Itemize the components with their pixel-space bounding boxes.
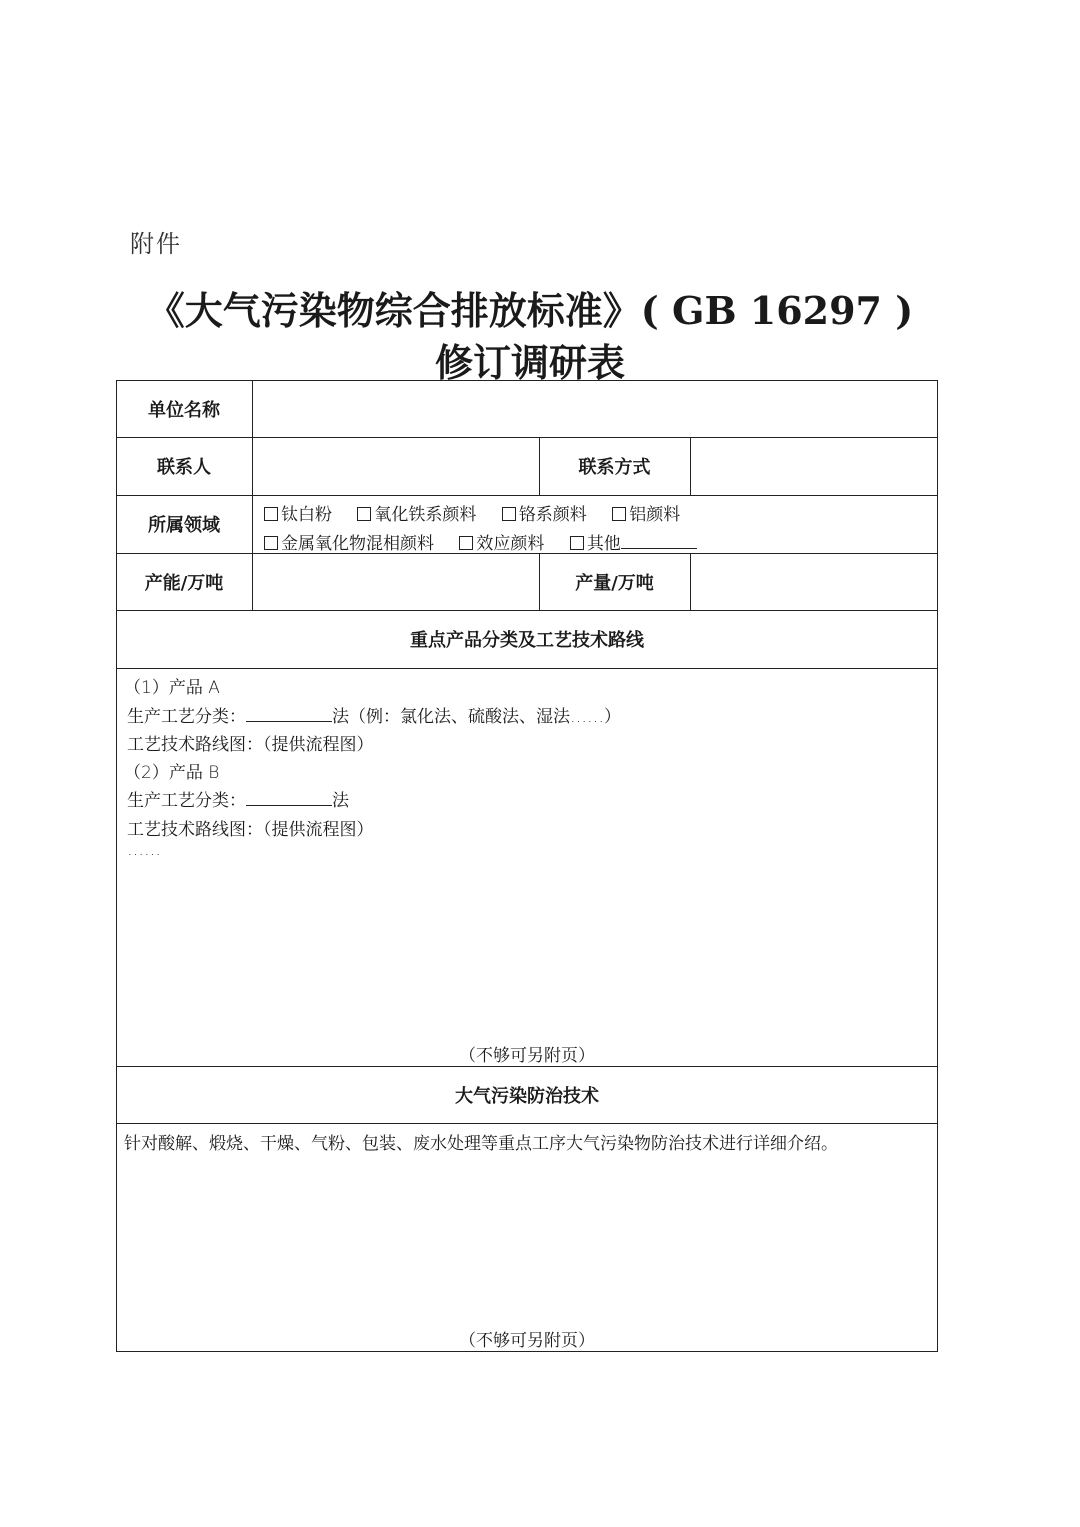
row-divider (116, 668, 938, 669)
checkbox[interactable] (502, 507, 516, 521)
other-blank[interactable] (621, 547, 697, 549)
row-divider (116, 1123, 938, 1124)
output-label: 产量/万吨 (575, 572, 654, 594)
product-a-route: 工艺技术路线图：（提供流程图） (127, 735, 374, 755)
option-effect-pigment[interactable] (459, 534, 544, 554)
ellipsis: …… (127, 840, 161, 860)
checkbox[interactable] (612, 507, 626, 521)
process-class-label: 生产工艺分类： (127, 791, 246, 811)
checkbox[interactable] (264, 507, 278, 521)
capacity-field[interactable] (254, 555, 538, 609)
option-label: 铬系颜料 (518, 505, 587, 525)
section1-footnote: （不够可另附页） (459, 1046, 595, 1066)
field-options-row2 (264, 529, 697, 554)
checkbox[interactable] (357, 507, 371, 521)
col-divider (690, 437, 691, 495)
process-blank-b[interactable] (246, 804, 332, 806)
contact-method-label: 联系方式 (578, 457, 651, 478)
unit-name-label: 单位名称 (148, 399, 220, 421)
checkbox[interactable] (570, 536, 584, 550)
page-title: 《大气污染物综合排放标准》( GB 16297 ) (146, 288, 914, 333)
section2-footnote: （不够可另附页） (459, 1331, 595, 1351)
method-suffix: 法 (332, 791, 349, 811)
option-label: 氧化铁系颜料 (374, 505, 477, 525)
product-b-process (127, 786, 349, 811)
col-divider (252, 380, 253, 611)
unit-name-field[interactable] (254, 382, 936, 436)
section2-instruction: 针对酸解、煅烧、干燥、气粉、包装、废水处理等重点工序大气污染物防治技术进行详细介绍。 (124, 1134, 838, 1154)
option-other[interactable] (570, 534, 697, 554)
field-label: 所属领域 (148, 515, 220, 536)
output-field[interactable] (692, 555, 936, 609)
option-iron-oxide[interactable] (357, 505, 476, 525)
section2-heading: 大气污染防治技术 (455, 1085, 599, 1107)
checkbox[interactable] (459, 536, 473, 550)
contact-person-label: 联系人 (157, 457, 211, 478)
attachment-label: 附件 (130, 230, 182, 258)
option-label: 其他 (586, 534, 621, 554)
field-options-row1 (264, 500, 700, 525)
page-subtitle: 修订调研表 (434, 340, 625, 385)
contact-person-field[interactable] (254, 439, 538, 494)
option-mixed-metal-oxide[interactable] (264, 534, 434, 554)
section1-heading: 重点产品分类及工艺技术路线 (410, 630, 644, 651)
option-label: 金属氧化物混相颜料 (281, 534, 434, 554)
process-class-label: 生产工艺分类： (127, 707, 246, 727)
process-blank-a[interactable] (246, 720, 332, 722)
method-example: 法（例：氯化法、硫酸法、湿法……） (332, 707, 621, 727)
option-label: 铝颜料 (629, 505, 681, 525)
option-titanium-dioxide[interactable] (264, 505, 332, 525)
product-a-label: （1）产品 A (124, 678, 220, 698)
capacity-label: 产能/万吨 (144, 572, 224, 594)
product-a-process (127, 702, 621, 727)
checkbox[interactable] (264, 536, 278, 550)
product-b-route: 工艺技术路线图：（提供流程图） (127, 820, 374, 840)
option-label: 效应颜料 (476, 534, 545, 554)
col-divider (690, 553, 691, 611)
contact-method-field[interactable] (692, 439, 936, 494)
option-label: 钛白粉 (281, 505, 332, 525)
option-chrome[interactable] (502, 505, 587, 525)
option-aluminum[interactable] (612, 505, 680, 525)
product-b-label: （2）产品 B (124, 763, 220, 783)
